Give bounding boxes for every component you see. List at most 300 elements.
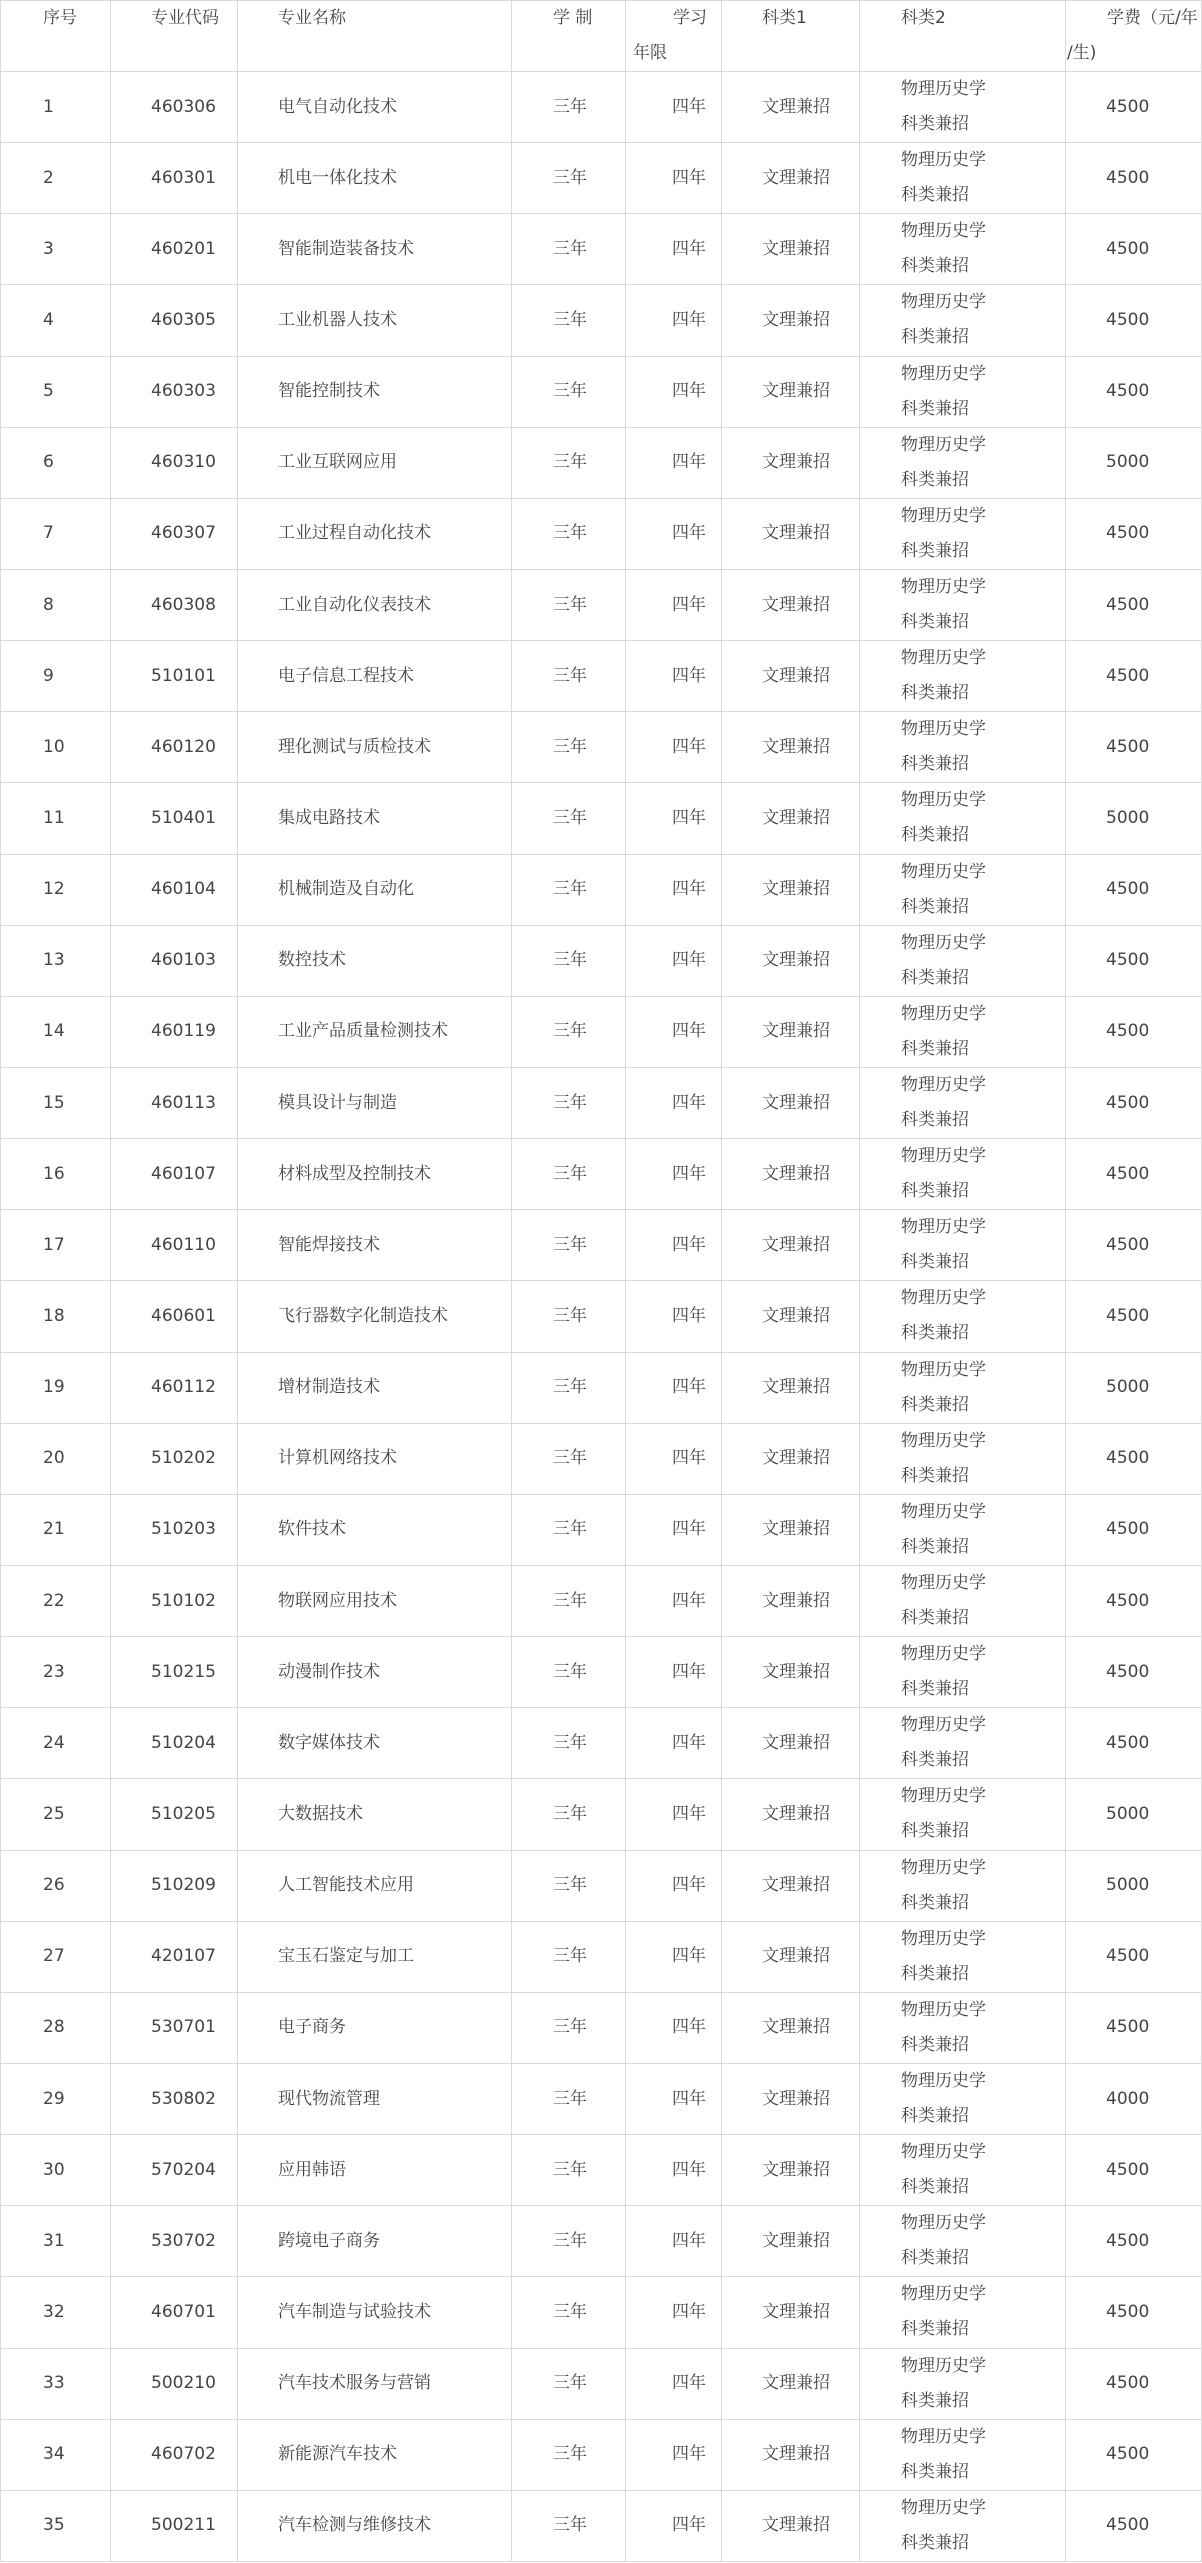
- cell-cat2-line1: 物理历史学: [901, 719, 986, 740]
- cell-system: 三年: [512, 285, 626, 356]
- table-row: [1, 1210, 1202, 1281]
- cell-cat1: 文理兼招: [722, 2419, 860, 2490]
- cell-major-name: 集成电路技术: [238, 783, 512, 854]
- cell-code: 460307: [111, 498, 238, 569]
- cell-years: 四年: [626, 72, 722, 143]
- cell-years: 四年: [626, 1139, 722, 1210]
- cell-seq: 24: [1, 1708, 111, 1779]
- cell-cat1: 文理兼招: [722, 1494, 860, 1565]
- cell-cat1: 文理兼招: [722, 1850, 860, 1921]
- cell-seq: 4: [1, 285, 111, 356]
- table-row: [1, 1637, 1202, 1708]
- cell-major-name: 飞行器数字化制造技术: [238, 1281, 512, 1352]
- cell-cat2-line2: 科类兼招: [901, 2461, 969, 2482]
- cell-seq: 25: [1, 1779, 111, 1850]
- header-cat2: 科类2: [860, 1, 1066, 72]
- table-row: [1, 427, 1202, 498]
- cell-cat2: [860, 854, 1066, 925]
- cell-code: 530702: [111, 2206, 238, 2277]
- cell-cat2: [860, 498, 1066, 569]
- cell-system: 三年: [512, 2348, 626, 2419]
- cell-cat2: [860, 996, 1066, 1067]
- cell-cat2-line2: 科类兼招: [901, 1394, 969, 1415]
- cell-cat1: 文理兼招: [722, 2348, 860, 2419]
- table-row: [1, 2277, 1202, 2348]
- cell-cat2-line1: 物理历史学: [901, 221, 986, 242]
- cell-cat2: [860, 1850, 1066, 1921]
- cell-cat2-line2: 科类兼招: [901, 754, 969, 775]
- cell-cat1: 文理兼招: [722, 72, 860, 143]
- cell-cat2-line1: 物理历史学: [901, 1359, 986, 1380]
- cell-seq: 6: [1, 427, 111, 498]
- cell-cat2-line1: 物理历史学: [901, 1146, 986, 1167]
- cell-code: 510102: [111, 1565, 238, 1636]
- header-years-line2: 年限: [633, 43, 667, 63]
- cell-years: 四年: [626, 783, 722, 854]
- cell-cat1: 文理兼招: [722, 854, 860, 925]
- cell-fee: 4000: [1066, 2063, 1202, 2134]
- cell-cat2-line1: 物理历史学: [901, 2284, 986, 2305]
- cell-cat2-line1: 物理历史学: [901, 434, 986, 455]
- cell-cat2-line2: 科类兼招: [901, 612, 969, 633]
- cell-seq: 19: [1, 1352, 111, 1423]
- cell-years: 四年: [626, 854, 722, 925]
- cell-cat1: 文理兼招: [722, 214, 860, 285]
- cell-cat2-line2: 科类兼招: [901, 2248, 969, 2269]
- cell-system: 三年: [512, 1210, 626, 1281]
- header-system: 学 制: [512, 1, 626, 72]
- cell-code: 460107: [111, 1139, 238, 1210]
- cell-cat2: [860, 1708, 1066, 1779]
- cell-cat2-line2: 科类兼招: [901, 1608, 969, 1629]
- cell-cat2: [860, 72, 1066, 143]
- cell-cat2-line2: 科类兼招: [901, 896, 969, 917]
- table-row: [1, 214, 1202, 285]
- table-row: [1, 2348, 1202, 2419]
- cell-cat1: 文理兼招: [722, 2277, 860, 2348]
- cell-cat2: [860, 1992, 1066, 2063]
- header-fee: [1066, 1, 1202, 72]
- cell-cat2-line1: 物理历史学: [901, 2142, 986, 2163]
- cell-code: 420107: [111, 1921, 238, 1992]
- cell-code: 460110: [111, 1210, 238, 1281]
- cell-major-name: 跨境电子商务: [238, 2206, 512, 2277]
- cell-major-name: 材料成型及控制技术: [238, 1139, 512, 1210]
- cell-cat2-line2: 科类兼招: [901, 1536, 969, 1557]
- cell-cat2-line2: 科类兼招: [901, 469, 969, 490]
- cell-fee: 4500: [1066, 143, 1202, 214]
- cell-major-name: 电子商务: [238, 1992, 512, 2063]
- cell-seq: 20: [1, 1423, 111, 1494]
- cell-code: 460201: [111, 214, 238, 285]
- cell-years: 四年: [626, 427, 722, 498]
- cell-fee: 4500: [1066, 712, 1202, 783]
- cell-cat2-line2: 科类兼招: [901, 2390, 969, 2411]
- cell-code: 460310: [111, 427, 238, 498]
- cell-fee: 4500: [1066, 214, 1202, 285]
- cell-major-name: 增材制造技术: [238, 1352, 512, 1423]
- cell-system: 三年: [512, 2277, 626, 2348]
- cell-cat1: 文理兼招: [722, 1921, 860, 1992]
- cell-years: 四年: [626, 2135, 722, 2206]
- cell-seq: 18: [1, 1281, 111, 1352]
- cell-cat1: 文理兼招: [722, 2206, 860, 2277]
- cell-seq: 23: [1, 1637, 111, 1708]
- cell-cat1: 文理兼招: [722, 1565, 860, 1636]
- cell-years: 四年: [626, 1352, 722, 1423]
- cell-cat1: 文理兼招: [722, 498, 860, 569]
- cell-cat2: [860, 641, 1066, 712]
- cell-code: 460103: [111, 925, 238, 996]
- cell-cat2: [860, 285, 1066, 356]
- cell-seq: 22: [1, 1565, 111, 1636]
- cell-seq: 3: [1, 214, 111, 285]
- table-row: [1, 1779, 1202, 1850]
- cell-major-name: 工业产品质量检测技术: [238, 996, 512, 1067]
- cell-seq: 11: [1, 783, 111, 854]
- cell-years: 四年: [626, 356, 722, 427]
- cell-cat2: [860, 1067, 1066, 1138]
- cell-system: 三年: [512, 1067, 626, 1138]
- cell-fee: 4500: [1066, 2419, 1202, 2490]
- cell-cat2-line2: 科类兼招: [901, 825, 969, 846]
- cell-years: 四年: [626, 2419, 722, 2490]
- cell-seq: 8: [1, 569, 111, 640]
- cell-cat1: 文理兼招: [722, 783, 860, 854]
- cell-cat2: [860, 2063, 1066, 2134]
- cell-system: 三年: [512, 1494, 626, 1565]
- cell-years: 四年: [626, 925, 722, 996]
- cell-fee: 4500: [1066, 1281, 1202, 1352]
- cell-system: 三年: [512, 356, 626, 427]
- cell-seq: 29: [1, 2063, 111, 2134]
- cell-major-name: 电气自动化技术: [238, 72, 512, 143]
- cell-code: 510202: [111, 1423, 238, 1494]
- header-fee-line1: 学费（元/年: [1107, 8, 1198, 28]
- cell-years: 四年: [626, 1423, 722, 1494]
- cell-major-name: 现代物流管理: [238, 2063, 512, 2134]
- cell-cat2: [860, 1210, 1066, 1281]
- cell-major-name: 大数据技术: [238, 1779, 512, 1850]
- cell-major-name: 汽车制造与试验技术: [238, 2277, 512, 2348]
- cell-major-name: 数控技术: [238, 925, 512, 996]
- cell-cat2-line1: 物理历史学: [901, 1715, 986, 1736]
- cell-fee: 4500: [1066, 569, 1202, 640]
- table-row: [1, 1352, 1202, 1423]
- cell-code: 510401: [111, 783, 238, 854]
- cell-system: 三年: [512, 143, 626, 214]
- cell-fee: 4500: [1066, 1423, 1202, 1494]
- cell-cat2: [860, 143, 1066, 214]
- header-row: [1, 1, 1202, 72]
- cell-cat2-line1: 物理历史学: [901, 790, 986, 811]
- table-row: [1, 854, 1202, 925]
- cell-fee: 4500: [1066, 498, 1202, 569]
- cell-years: 四年: [626, 1494, 722, 1565]
- cell-cat1: 文理兼招: [722, 356, 860, 427]
- cell-years: 四年: [626, 1210, 722, 1281]
- cell-code: 500211: [111, 2490, 238, 2561]
- cell-seq: 27: [1, 1921, 111, 1992]
- cell-cat2-line2: 科类兼招: [901, 1821, 969, 1842]
- cell-code: 460119: [111, 996, 238, 1067]
- cell-cat2-line2: 科类兼招: [901, 540, 969, 561]
- cell-fee: 4500: [1066, 356, 1202, 427]
- cell-cat2-line1: 物理历史学: [901, 1430, 986, 1451]
- cell-fee: 4500: [1066, 2277, 1202, 2348]
- cell-major-name: 汽车技术服务与营销: [238, 2348, 512, 2419]
- cell-years: 四年: [626, 1637, 722, 1708]
- table-body: [1, 72, 1202, 2562]
- cell-system: 三年: [512, 2063, 626, 2134]
- cell-code: 460702: [111, 2419, 238, 2490]
- cell-system: 三年: [512, 712, 626, 783]
- cell-cat1: 文理兼招: [722, 569, 860, 640]
- cell-years: 四年: [626, 214, 722, 285]
- cell-code: 530802: [111, 2063, 238, 2134]
- cell-years: 四年: [626, 996, 722, 1067]
- cell-code: 460305: [111, 285, 238, 356]
- cell-cat2-line1: 物理历史学: [901, 505, 986, 526]
- cell-fee: 4500: [1066, 641, 1202, 712]
- cell-fee: 4500: [1066, 1565, 1202, 1636]
- cell-years: 四年: [626, 2490, 722, 2561]
- cell-major-name: 电子信息工程技术: [238, 641, 512, 712]
- cell-cat2: [860, 783, 1066, 854]
- cell-cat2: [860, 925, 1066, 996]
- cell-code: 460112: [111, 1352, 238, 1423]
- cell-seq: 35: [1, 2490, 111, 2561]
- table-row: [1, 1139, 1202, 1210]
- cell-seq: 21: [1, 1494, 111, 1565]
- cell-code: 460306: [111, 72, 238, 143]
- cell-code: 460701: [111, 2277, 238, 2348]
- cell-cat2-line2: 科类兼招: [901, 967, 969, 988]
- cell-seq: 2: [1, 143, 111, 214]
- cell-cat1: 文理兼招: [722, 2135, 860, 2206]
- cell-fee: 4500: [1066, 1139, 1202, 1210]
- cell-cat2: [860, 712, 1066, 783]
- cell-cat2: [860, 1779, 1066, 1850]
- cell-cat2: [860, 1921, 1066, 1992]
- cell-major-name: 宝玉石鉴定与加工: [238, 1921, 512, 1992]
- cell-years: 四年: [626, 1921, 722, 1992]
- cell-cat2-line2: 科类兼招: [901, 2177, 969, 2198]
- cell-cat2-line1: 物理历史学: [901, 2497, 986, 2518]
- cell-system: 三年: [512, 72, 626, 143]
- cell-cat2-line1: 物理历史学: [901, 932, 986, 953]
- cell-major-name: 数字媒体技术: [238, 1708, 512, 1779]
- table-row: [1, 569, 1202, 640]
- cell-cat2-line1: 物理历史学: [901, 577, 986, 598]
- cell-years: 四年: [626, 285, 722, 356]
- cell-cat2: [860, 1494, 1066, 1565]
- table-row: [1, 1850, 1202, 1921]
- cell-major-name: 机电一体化技术: [238, 143, 512, 214]
- cell-seq: 10: [1, 712, 111, 783]
- cell-major-name: 工业机器人技术: [238, 285, 512, 356]
- cell-fee: 5000: [1066, 1779, 1202, 1850]
- cell-system: 三年: [512, 1565, 626, 1636]
- cell-code: 570204: [111, 2135, 238, 2206]
- cell-cat2: [860, 2277, 1066, 2348]
- cell-seq: 34: [1, 2419, 111, 2490]
- header-years-line1: 学习: [673, 8, 707, 28]
- cell-code: 460601: [111, 1281, 238, 1352]
- cell-fee: 4500: [1066, 2135, 1202, 2206]
- header-seq: 序号: [1, 1, 111, 72]
- cell-cat2: [860, 2419, 1066, 2490]
- cell-cat2-line2: 科类兼招: [901, 1110, 969, 1131]
- cell-fee: 5000: [1066, 1352, 1202, 1423]
- table-row: [1, 2206, 1202, 2277]
- cell-cat2-line2: 科类兼招: [901, 327, 969, 348]
- cell-cat1: 文理兼招: [722, 1139, 860, 1210]
- cell-system: 三年: [512, 1779, 626, 1850]
- cell-cat1: 文理兼招: [722, 285, 860, 356]
- cell-cat2: [860, 2348, 1066, 2419]
- cell-cat2-line1: 物理历史学: [901, 1857, 986, 1878]
- cell-cat2-line1: 物理历史学: [901, 1075, 986, 1096]
- header-code: 专业代码: [111, 1, 238, 72]
- cell-seq: 26: [1, 1850, 111, 1921]
- cell-cat2-line1: 物理历史学: [901, 1644, 986, 1665]
- table-row: [1, 143, 1202, 214]
- cell-seq: 30: [1, 2135, 111, 2206]
- cell-major-name: 汽车检测与维修技术: [238, 2490, 512, 2561]
- cell-code: 510204: [111, 1708, 238, 1779]
- cell-seq: 16: [1, 1139, 111, 1210]
- cell-cat2-line1: 物理历史学: [901, 1999, 986, 2020]
- cell-years: 四年: [626, 1565, 722, 1636]
- cell-system: 三年: [512, 1281, 626, 1352]
- cell-cat1: 文理兼招: [722, 1067, 860, 1138]
- table-row: [1, 2419, 1202, 2490]
- cell-cat2-line2: 科类兼招: [901, 1750, 969, 1771]
- cell-cat2-line2: 科类兼招: [901, 1465, 969, 1486]
- cell-major-name: 工业过程自动化技术: [238, 498, 512, 569]
- cell-cat1: 文理兼招: [722, 925, 860, 996]
- cell-seq: 9: [1, 641, 111, 712]
- cell-cat1: 文理兼招: [722, 143, 860, 214]
- cell-cat2: [860, 427, 1066, 498]
- cell-code: 460301: [111, 143, 238, 214]
- cell-cat2-line1: 物理历史学: [901, 1003, 986, 1024]
- cell-system: 三年: [512, 2419, 626, 2490]
- cell-fee: 5000: [1066, 1850, 1202, 1921]
- cell-cat2-line1: 物理历史学: [901, 861, 986, 882]
- table-row: [1, 925, 1202, 996]
- cell-code: 460120: [111, 712, 238, 783]
- cell-code: 510203: [111, 1494, 238, 1565]
- table-row: [1, 356, 1202, 427]
- cell-seq: 5: [1, 356, 111, 427]
- cell-fee: 4500: [1066, 2206, 1202, 2277]
- cell-cat1: 文理兼招: [722, 1210, 860, 1281]
- cell-years: 四年: [626, 1281, 722, 1352]
- cell-years: 四年: [626, 2277, 722, 2348]
- table-row: [1, 1067, 1202, 1138]
- cell-system: 三年: [512, 1637, 626, 1708]
- cell-cat2-line1: 物理历史学: [901, 2213, 986, 2234]
- header-years: [626, 1, 722, 72]
- cell-cat2-line2: 科类兼招: [901, 1892, 969, 1913]
- cell-cat1: 文理兼招: [722, 712, 860, 783]
- cell-years: 四年: [626, 641, 722, 712]
- cell-system: 三年: [512, 2206, 626, 2277]
- cell-fee: 4500: [1066, 1067, 1202, 1138]
- cell-major-name: 智能制造装备技术: [238, 214, 512, 285]
- cell-system: 三年: [512, 1921, 626, 1992]
- table-row: [1, 1281, 1202, 1352]
- table-row: [1, 1423, 1202, 1494]
- cell-major-name: 工业自动化仪表技术: [238, 569, 512, 640]
- cell-system: 三年: [512, 1850, 626, 1921]
- cell-fee: 4500: [1066, 2348, 1202, 2419]
- cell-system: 三年: [512, 1992, 626, 2063]
- cell-cat2-line2: 科类兼招: [901, 1323, 969, 1344]
- cell-cat2: [860, 1637, 1066, 1708]
- cell-fee: 4500: [1066, 1992, 1202, 2063]
- cell-cat2-line1: 物理历史学: [901, 1288, 986, 1309]
- cell-seq: 33: [1, 2348, 111, 2419]
- cell-cat2: [860, 2135, 1066, 2206]
- table-row: [1, 2063, 1202, 2134]
- cell-cat1: 文理兼招: [722, 1708, 860, 1779]
- cell-code: 530701: [111, 1992, 238, 2063]
- cell-years: 四年: [626, 143, 722, 214]
- cell-system: 三年: [512, 1708, 626, 1779]
- cell-cat2-line1: 物理历史学: [901, 1501, 986, 1522]
- cell-fee: 4500: [1066, 1637, 1202, 1708]
- table-row: [1, 641, 1202, 712]
- cell-seq: 1: [1, 72, 111, 143]
- cell-seq: 13: [1, 925, 111, 996]
- cell-cat1: 文理兼招: [722, 2063, 860, 2134]
- cell-system: 三年: [512, 2490, 626, 2561]
- cell-cat2-line1: 物理历史学: [901, 2355, 986, 2376]
- cell-system: 三年: [512, 854, 626, 925]
- cell-code: 460303: [111, 356, 238, 427]
- cell-seq: 14: [1, 996, 111, 1067]
- cell-seq: 15: [1, 1067, 111, 1138]
- table-row: [1, 1708, 1202, 1779]
- table-row: [1, 996, 1202, 1067]
- cell-cat2-line2: 科类兼招: [901, 2106, 969, 2126]
- cell-system: 三年: [512, 1352, 626, 1423]
- cell-cat2-line2: 科类兼招: [901, 2319, 969, 2340]
- cell-major-name: 物联网应用技术: [238, 1565, 512, 1636]
- cell-cat2: [860, 1139, 1066, 1210]
- cell-cat2-line1: 物理历史学: [901, 1573, 986, 1594]
- cell-cat1: 文理兼招: [722, 2490, 860, 2561]
- cell-fee: 5000: [1066, 783, 1202, 854]
- cell-system: 三年: [512, 1423, 626, 1494]
- cell-major-name: 理化测试与质检技术: [238, 712, 512, 783]
- cell-fee: 4500: [1066, 72, 1202, 143]
- cell-seq: 32: [1, 2277, 111, 2348]
- cell-system: 三年: [512, 427, 626, 498]
- cell-cat1: 文理兼招: [722, 427, 860, 498]
- cell-code: 510209: [111, 1850, 238, 1921]
- cell-cat2-line2: 科类兼招: [901, 256, 969, 277]
- cell-cat2-line2: 科类兼招: [901, 2034, 969, 2055]
- cell-cat2-line2: 科类兼招: [901, 1252, 969, 1273]
- table-row: [1, 1565, 1202, 1636]
- cell-cat2: [860, 569, 1066, 640]
- cell-cat2-line2: 科类兼招: [901, 1181, 969, 1202]
- cell-cat2-line1: 物理历史学: [901, 2071, 986, 2091]
